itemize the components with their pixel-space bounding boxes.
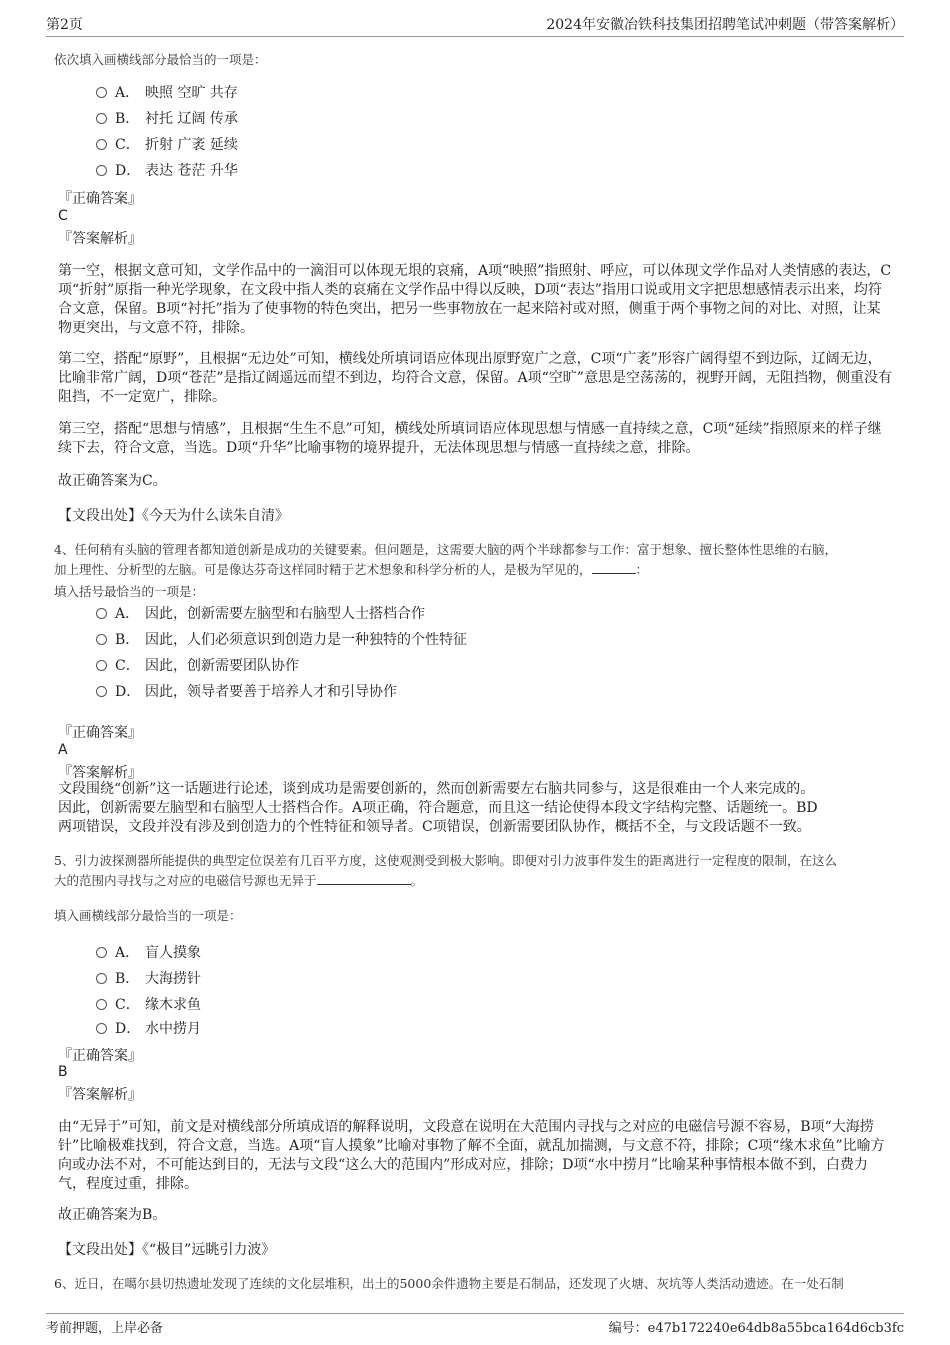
q4-prompt: 填入括号最恰当的一项是： [54, 584, 205, 599]
q4-option-a[interactable]: A． 因此，创新需要左脑型和右脑型人士搭档合作 [96, 603, 425, 623]
q5-answer: B [58, 1064, 68, 1080]
q3-conclusion: 故正确答案为C。 [58, 473, 167, 489]
q4-stem: 4、任何稍有头脑的管理者都知道创新是成功的关键要素。但问题是，这需要大脑的两个半球都参与工作：富于想象、擅长整体性思维的右脑， 加上理性、分析型的左脑。可是像达芬奇这样同时精于艺术想象和科学分析的人，是极为罕见的， ： [54, 542, 837, 577]
answer-blank [317, 872, 411, 885]
radio-icon[interactable] [96, 686, 107, 697]
analysis-label: 『答案解析』 [58, 765, 142, 781]
answer-blank [592, 561, 636, 574]
radio-icon[interactable] [96, 973, 107, 984]
q3-prompt: 依次填入画横线部分最恰当的一项是： [54, 52, 267, 67]
q3-option-a[interactable]: A． 映照 空旷 共存 [96, 82, 238, 102]
q5-option-d[interactable]: D． 水中捞月 [96, 1018, 201, 1038]
q5-option-b[interactable]: B． 大海捞针 [96, 968, 201, 988]
radio-icon[interactable] [96, 947, 107, 958]
radio-icon[interactable] [96, 608, 107, 619]
q5-stem: 5、引力波探测器所能提供的典型定位误差有几百平方度，这使观测受到极大影响。即便对引力波事件发生的距离进行一定程度的限制，在这么 大的范围内寻找与之对应的电磁信号源也无异于 。 [54, 853, 837, 888]
q4-answer: A [58, 742, 68, 758]
q5-option-c[interactable]: C． 缘木求鱼 [96, 994, 201, 1014]
radio-icon[interactable] [96, 113, 107, 124]
radio-icon[interactable] [96, 999, 107, 1010]
q4-option-b[interactable]: B． 因此，人们必须意识到创造力是一种独特的个性特征 [96, 629, 467, 649]
q3-analysis-para-1: 第一空，根据文意可知，文学作品中的一滴泪可以体现无垠的哀痛，A项“映照”指照射、呼应，可以体现文学作品对人类情感的表达，C项“折射”原指一种光学现象，在文段中指人类的哀痛在文学作品中得以反映，D项“表达”指用口说或用文字把思想感情表示出来，均符合文意，保留。B项“衬托”指为了使事物的特色突出，把另一些事物放在一起来陪衬或对照，侧重于两个事物之间的对比、对照，让某物更突出，与文意不符，排除。 [58, 263, 892, 336]
q5-source: 【文段出处】《“极目”远眺引力波》 [58, 1242, 276, 1258]
answer-label: 『正确答案』 [58, 191, 142, 207]
q3-analysis-para-2: 第二空，搭配“原野”，且根据“无边处”可知，横线处所填词语应体现出原野宽广之意，C项“广袤”形容广阔得望不到边际，辽阔无边，比喻非常广阔，D项“苍茫”是指辽阔遥远而望不到边，均符合文意，保留。A项“空旷”意思是空荡荡的，视野开阔，无阻挡物，侧重没有阻挡，不一定宽广，排除。 [58, 351, 892, 405]
document-code: 编号：e47b172240e64db8a55bca164d6cb3fc [608, 1321, 904, 1336]
q6-stem: 6、近日，在噶尔县切热遗址发现了连续的文化层堆积，出土的5000余件遗物主要是石制品，还发现了火塘、灰坑等人类活动遗迹。在一处石制 [54, 1276, 844, 1291]
q4-analysis: 文段围绕“创新”这一话题进行论述，谈到成功是需要创新的，然而创新需要左右脑共同参与，这是很难由一个人来完成的。 因此，创新需要左脑型和右脑型人士搭档合作。A项正确，符合题意，而且这一结论使得本段文字结构完整、话题统一。BD 两项错误，文段并没有涉及到创造力的个性特征和领导者。C项错误，创新需要团队协作，概括不全，与文段话题不一致。 [58, 781, 818, 835]
radio-icon[interactable] [96, 87, 107, 98]
radio-icon[interactable] [96, 165, 107, 176]
document-title: 2024年安徽冶铁科技集团招聘笔试冲刺题（带答案解析） [546, 17, 904, 33]
q5-analysis-para-1: 由“无异于”可知，前文是对横线部分所填成语的解释说明，文段意在说明在大范围内寻找与之对应的电磁信号源不容易，B项“大海捞针”比喻极难找到，符合文意，当选。A项“盲人摸象”比喻对事物了解不全面，就乱加揣测，与文意不符，排除；C项“缘木求鱼”比喻方向或办法不对，不可能达到目的，无法与文段“这么大的范围内”形成对应，排除；D项“水中捞月”比喻某种事情根本做不到，白费力气，程度过重，排除。 [58, 1119, 885, 1192]
radio-icon[interactable] [96, 660, 107, 671]
page-header [46, 14, 904, 37]
radio-icon[interactable] [96, 139, 107, 150]
q4-option-d[interactable]: D． 因此，领导者要善于培养人才和引导协作 [96, 681, 397, 701]
q3-option-c[interactable]: C． 折射 广袤 延续 [96, 134, 238, 154]
q3-analysis-para-3: 第三空，搭配“思想与情感”，且根据“生生不息”可知，横线处所填词语应体现思想与情感一直持续之意，C项“延续”指照原来的样子继续下去，符合文意，当选。D项“升华”比喻事物的境界提升，无法体现思想与情感一直持续之意，排除。 [58, 421, 882, 456]
answer-label: 『正确答案』 [58, 1048, 142, 1064]
radio-icon[interactable] [96, 1023, 107, 1034]
q3-option-d[interactable]: D． 表达 苍茫 升华 [96, 160, 238, 180]
radio-icon[interactable] [96, 634, 107, 645]
q3-answer: C [58, 208, 68, 224]
page-footer [46, 1313, 904, 1337]
analysis-label: 『答案解析』 [58, 1087, 142, 1103]
page-number: 第2页 [46, 17, 83, 33]
q3-option-b[interactable]: B． 衬托 辽阔 传承 [96, 108, 238, 128]
footer-slogan: 考前押题，上岸必备 [46, 1321, 164, 1336]
q5-prompt: 填入画横线部分最恰当的一项是： [54, 908, 242, 923]
q5-conclusion: 故正确答案为B。 [58, 1207, 167, 1223]
q3-source: 【文段出处】《今天为什么读朱自清》 [58, 508, 289, 524]
q4-option-c[interactable]: C． 因此，创新需要团队协作 [96, 655, 299, 675]
answer-label: 『正确答案』 [58, 725, 142, 741]
q5-option-a[interactable]: A． 盲人摸象 [96, 942, 201, 962]
analysis-label: 『答案解析』 [58, 231, 142, 247]
